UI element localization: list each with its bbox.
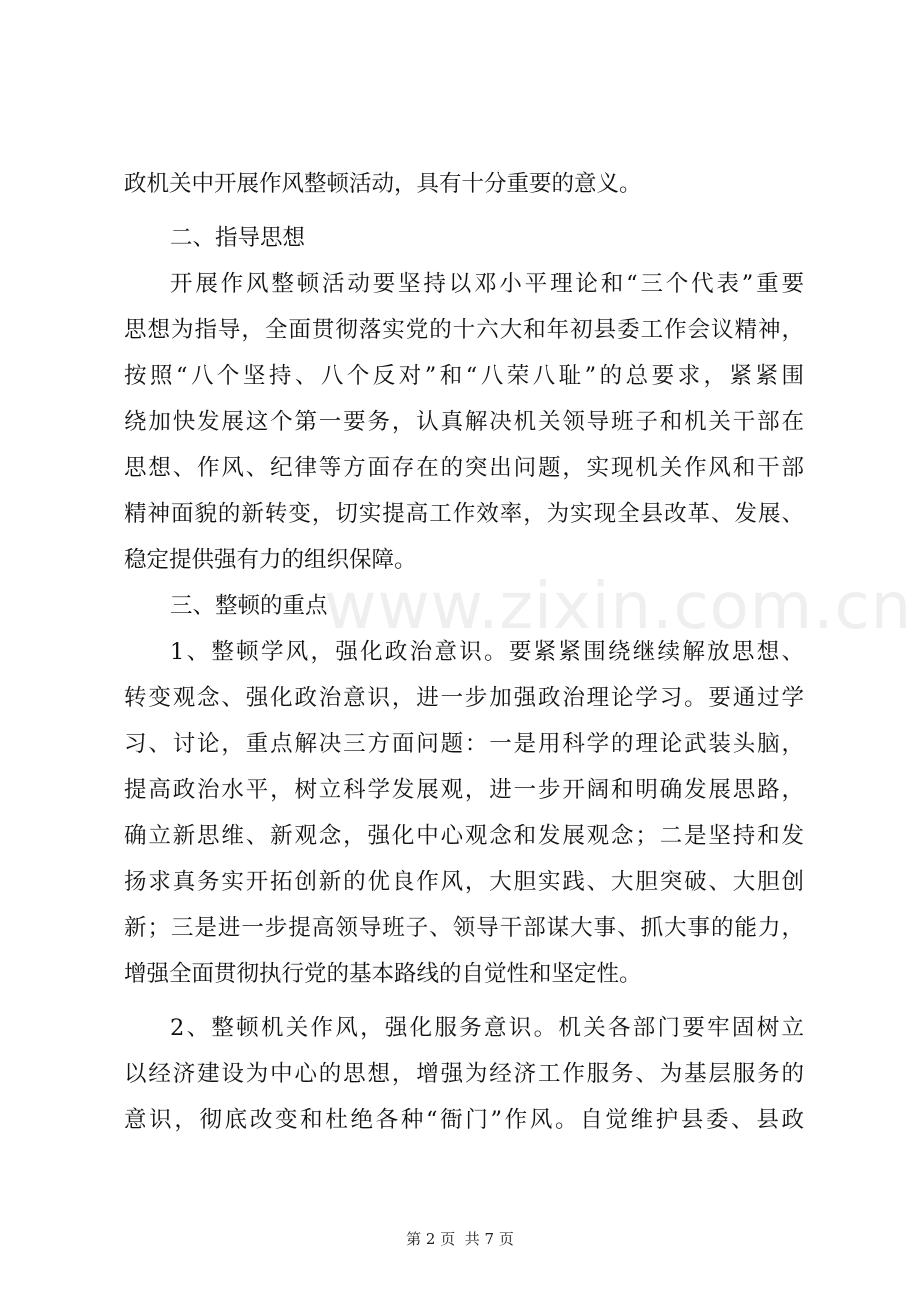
body-line: 思想为指导，全面贯彻落实党的十六大和年初县委工作会议精神， [124,317,804,343]
body-line: 增强全面贯彻执行党的基本路线的自觉性和坚定性。 [124,961,642,987]
body-line: 新；三是进一步提高领导班子、领导干部谋大事、抓大事的能力， [124,915,804,941]
section-heading: 二、指导思想 [170,225,306,251]
page-number-footer: 第 2 页 共 7 页 [406,1230,514,1248]
body-line: 思想、作风、纪律等方面存在的突出问题，实现机关作风和干部 [124,455,804,481]
body-line: 按照“八个坚持、八个反对”和“八荣八耻”的总要求，紧紧围 [124,363,804,389]
body-line: 以经济建设为中心的思想，增强为经济工作服务、为基层服务的 [124,1061,804,1087]
body-line: 稳定提供强有力的组织保障。 [124,547,417,573]
body-line: 绕加快发展这个第一要务，认真解决机关领导班子和机关干部在 [124,409,804,435]
body-line: 确立新思维、新观念，强化中心观念和发展观念；二是坚持和发 [124,823,804,849]
body-line: 扬求真务实开拓创新的优良作风，大胆实践、大胆突破、大胆创 [124,869,804,895]
body-line: 意识，彻底改变和杜绝各种“衙门”作风。自觉维护县委、县政 [124,1107,804,1133]
body-line: 习、讨论，重点解决三方面问题：一是用科学的理论武装头脑， [124,731,804,757]
body-line: 精神面貌的新转变，切实提高工作效率，为实现全县改革、发展、 [124,501,804,527]
body-line: 1、整顿学风，强化政治意识。要紧紧围绕继续解放思想、 [170,639,804,665]
body-line: 政机关中开展作风整顿活动，具有十分重要的意义。 [124,171,642,197]
body-line: 2、整顿机关作风，强化服务意识。机关各部门要牢固树立 [170,1015,804,1041]
section-heading: 三、整顿的重点 [170,593,328,619]
body-line: 转变观念、强化政治意识，进一步加强政治理论学习。要通过学 [124,685,804,711]
body-line: 开展作风整顿活动要坚持以邓小平理论和“三个代表”重要 [170,271,804,297]
body-line: 提高政治水平，树立科学发展观，进一步开阔和明确发展思路， [124,777,804,803]
watermark: www.zixin.com.cn [324,570,913,644]
